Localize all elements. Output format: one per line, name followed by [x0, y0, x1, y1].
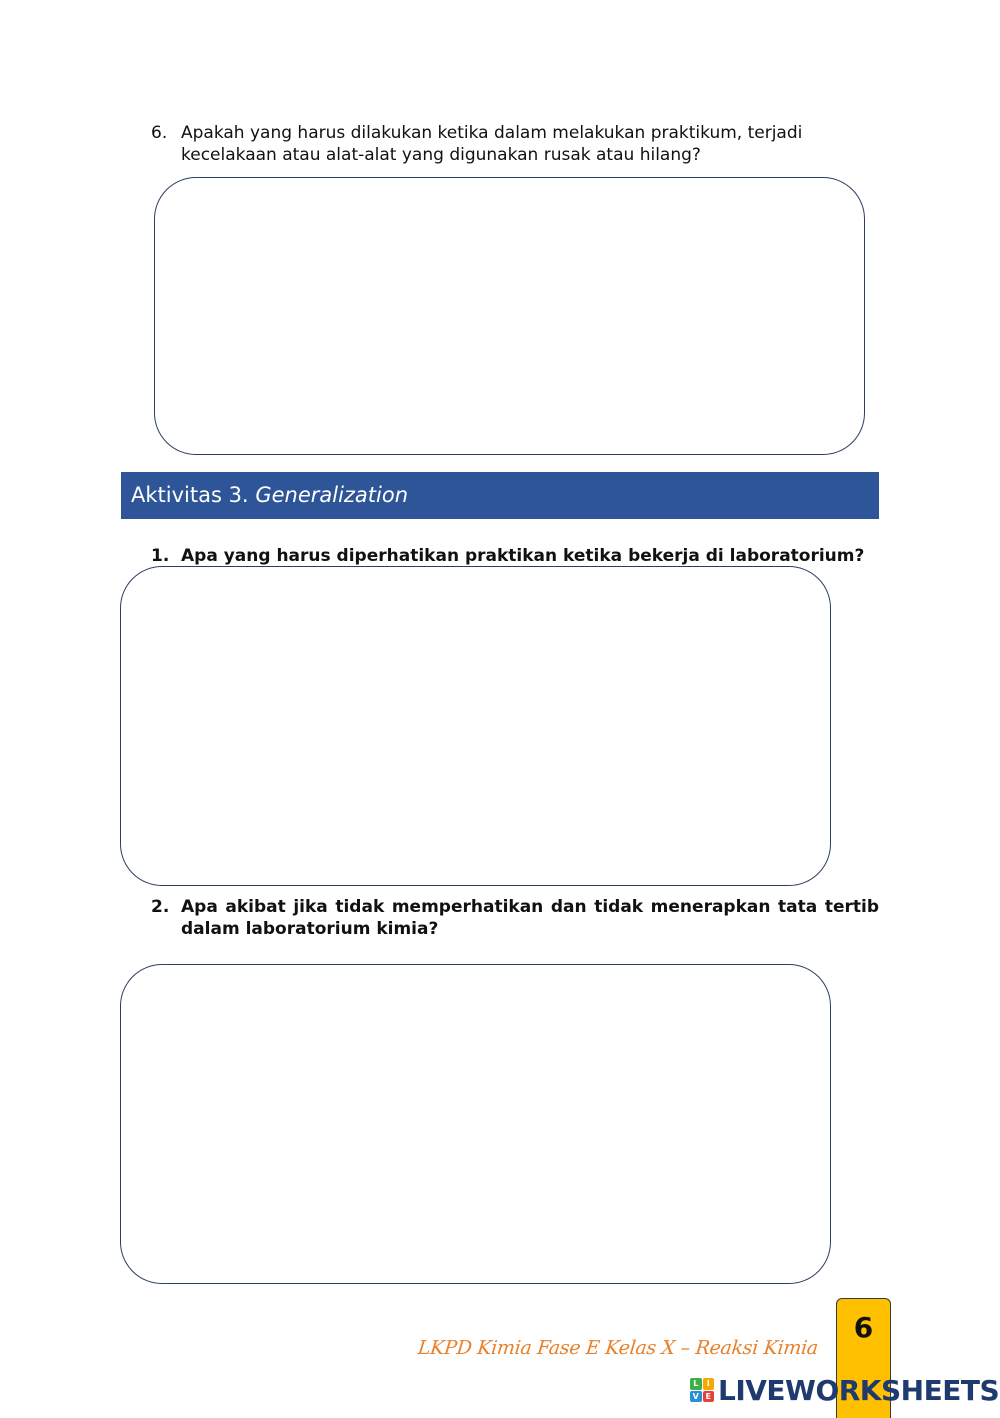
liveworksheets-logo-icon — [690, 1378, 714, 1402]
footer-caption: LKPD Kimia Fase E Kelas X – Reaksi Kimia — [416, 1337, 820, 1359]
section-title: Generalization — [255, 483, 409, 507]
question-6 — [151, 122, 851, 166]
liveworksheets-text: LIVEWORKSHEETS — [718, 1373, 1000, 1407]
liveworksheets-watermark — [690, 1372, 999, 1408]
question-text: Apa akibat jika tidak memperhatikan dan tidak menerapkan tata tertib dalam laboratorium kimia? — [181, 897, 879, 939]
answer-box-6[interactable] — [154, 177, 865, 455]
question-number: 1. — [151, 546, 170, 566]
question-text: Apakah yang harus dilakukan ketika dalam melakukan praktikum, terjadi kecelakaan atau alat-alat yang digunakan rusak atau hilang? — [181, 123, 803, 165]
answer-box-2[interactable] — [120, 964, 831, 1284]
page-number: 6 — [853, 1311, 874, 1344]
question-1 — [151, 545, 879, 567]
logo-letter: I — [703, 1378, 715, 1390]
section-label: Aktivitas 3. — [131, 483, 249, 507]
question-text: Apa yang harus diperhatikan praktikan ketika bekerja di laboratorium? — [181, 546, 865, 566]
logo-letter: V — [690, 1391, 702, 1403]
question-number: 6. — [151, 123, 168, 143]
answer-box-1[interactable] — [120, 566, 831, 886]
section-banner — [121, 472, 879, 519]
logo-letter: E — [703, 1391, 715, 1403]
question-number: 2. — [151, 897, 170, 917]
logo-letter: L — [690, 1378, 702, 1390]
question-2 — [151, 896, 879, 940]
